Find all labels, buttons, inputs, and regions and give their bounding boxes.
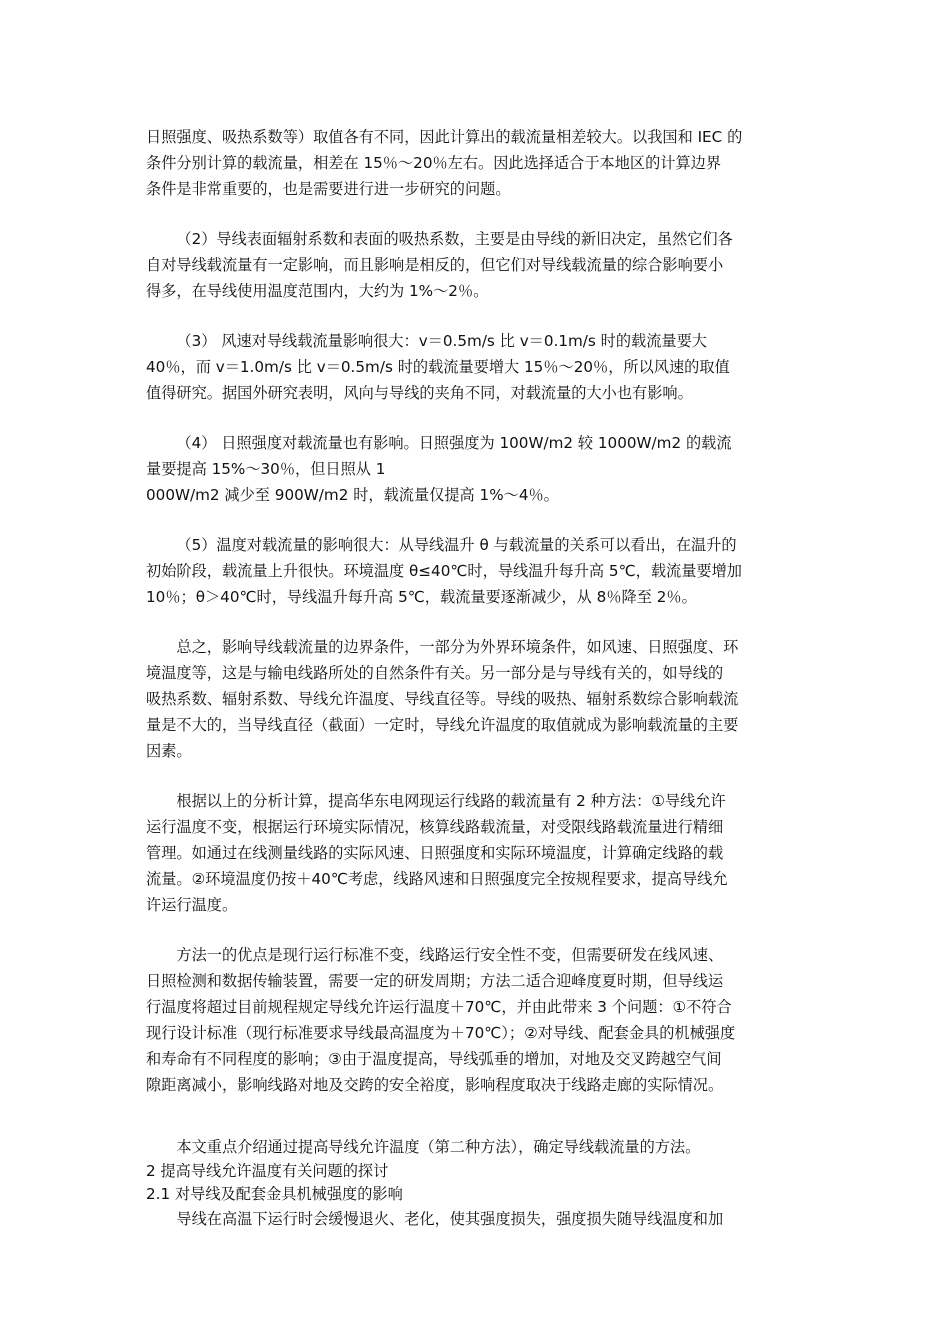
text-line: 日照检测和数据传输装置，需要一定的研发周期；方法二适合迎峰度夏时期，但导线运 (146, 972, 724, 990)
paragraph-boundary-conditions (146, 124, 810, 202)
text-line: 隙距离减小，影响线路对地及交跨的安全裕度，影响程度取决于线路走廊的实际情况。 (146, 1076, 724, 1094)
text-line: 和寿命有不同程度的影响；③由于温度提高，导线弧垂的增加，对地及交叉跨越空气间 (146, 1050, 722, 1068)
text-line: （5）温度对载流量的影响很大：从导线温升 θ 与载流量的关系可以看出，在温升的 (176, 536, 737, 554)
text-line: 量是不大的，当导线直径（截面）一定时，导线允许温度的取值就成为影响载流量的主要 (146, 716, 739, 734)
text-line: 因素。 (146, 742, 192, 760)
text-line: 自对导线载流量有一定影响，而且影响是相反的，但它们对导线载流量的综合影响要小 (146, 256, 724, 274)
text-line: 初始阶段，载流量上升很快。环境温度 θ≤40℃时，导线温升每升高 5℃，载流量要增加 (146, 562, 742, 580)
text-line: 运行温度不变，根据运行环境实际情况，核算线路载流量，对受限线路载流量进行精细 (146, 818, 724, 836)
text-line: （2）导线表面辐射系数和表面的吸热系数，主要是由导线的新旧决定，虽然它们各 (176, 230, 733, 248)
paragraph-method-compare (146, 942, 810, 1098)
text-line: 日照强度、吸热系数等）取值各有不同，因此计算出的载流量相差较大。以我国和 IEC 的 (146, 128, 743, 146)
text-line: 值得研究。据国外研究表明，风向与导线的夹角不同，对载流量的大小也有影响。 (146, 384, 693, 402)
text-line: 流量。②环境温度仍按＋40℃考虑，线路风速和日照强度完全按规程要求，提高导线允 (146, 870, 728, 888)
text-line: 总之，影响导线载流量的边界条件，一部分为外界环境条件，如风速、日照强度、环 (176, 638, 739, 656)
focus-sentence: 本文重点介绍通过提高导线允许温度（第二种方法），确定导线载流量的方法。 (176, 1138, 701, 1156)
text-line: （4） 日照强度对载流量也有影响。日照强度为 100W/m2 较 1000W/m2 的载流 (176, 434, 732, 452)
text-line: 10％；θ＞40℃时，导线温升每升高 5℃，载流量要逐渐减少，从 8％降至 2％。 (146, 588, 697, 606)
paragraph-item-2 (146, 226, 810, 304)
paragraph-two-methods (146, 788, 810, 918)
text-line: 条件分别计算的载流量，相差在 15％～20％左右。因此选择适合于本地区的计算边界 (146, 154, 722, 172)
paragraph-item-5 (146, 532, 810, 610)
text-line: 000W/m2 减少至 900W/m2 时，载流量仅提高 1%～4％。 (146, 486, 559, 504)
paragraph-annealing: 导线在高温下运行时会缓慢退火、老化，使其强度损失，强度损失随导线温度和加 (176, 1210, 724, 1228)
subsection-heading: 2.1 对导线及配套金具机械强度的影响 (146, 1185, 403, 1203)
paragraph-item-3 (146, 328, 810, 406)
text-line: 现行设计标准（现行标准要求导线最高温度为＋70℃）；②对导线、配套金具的机械强度 (146, 1024, 736, 1042)
paragraph-summary (146, 634, 810, 764)
text-line: 管理。如通过在线测量线路的实际风速、日照强度和实际环境温度，计算确定线路的载 (146, 844, 724, 862)
text-line: 得多，在导线使用温度范围内，大约为 1%～2％。 (146, 282, 489, 300)
text-line: 40％，而 v＝1.0m/s 比 v＝0.5m/s 时的载流量要增大 15％～20％，所以风速的取值 (146, 358, 730, 376)
text-line: 方法一的优点是现行运行标准不变，线路运行安全性不变，但需要研发在线风速、 (176, 946, 724, 964)
paragraph-item-4 (146, 430, 810, 508)
text-line: 根据以上的分析计算，提高华东电网现运行线路的载流量有 2 种方法：①导线允许 (176, 792, 726, 810)
document-page (146, 124, 810, 1232)
section-heading: 2 提高导线允许温度有关问题的探讨 (146, 1162, 389, 1180)
text-line: 吸热系数、辐射系数、导线允许温度、导线直径等。导线的吸热、辐射系数综合影响载流 (146, 690, 739, 708)
text-line: 许运行温度。 (146, 896, 238, 914)
text-line: 条件是非常重要的，也是需要进行进一步研究的问题。 (146, 180, 511, 198)
text-line: 境温度等，这是与输电线路所处的自然条件有关。另一部分是与导线有关的，如导线的 (146, 664, 724, 682)
text-line: 量要提高 15%～30％，但日照从 1 (146, 460, 386, 478)
text-line: 行温度将超过目前规程规定导线允许运行温度＋70℃，并由此带来 3 个问题：①不符合 (146, 998, 732, 1016)
text-line: （3） 风速对导线载流量影响很大：v＝0.5m/s 比 v＝0.1m/s 时的载流量要大 (176, 332, 707, 350)
